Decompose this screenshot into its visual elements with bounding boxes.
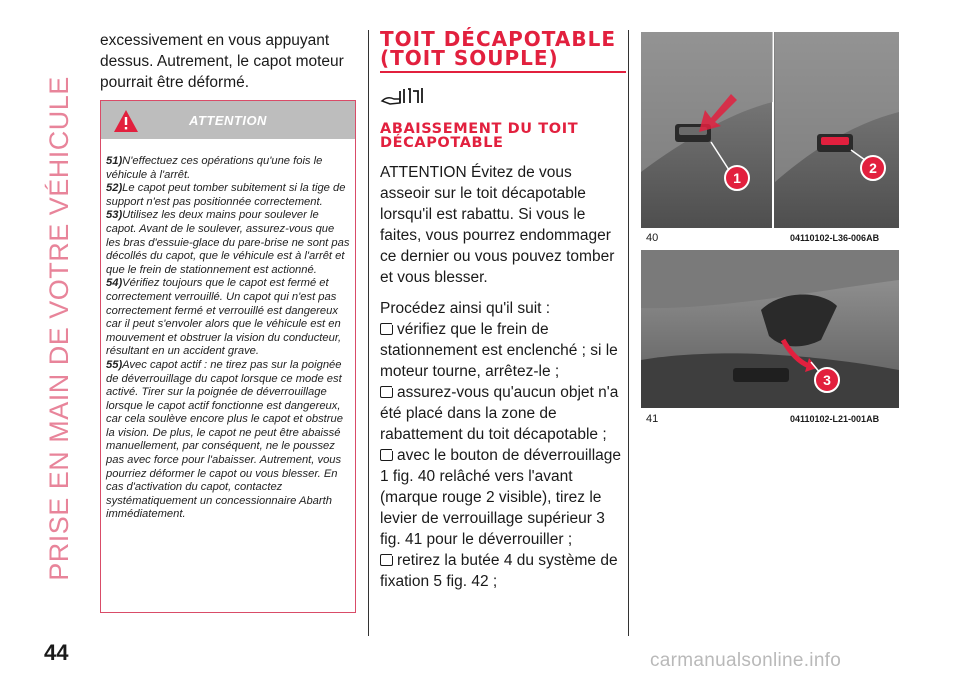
figure-40-callout: 2 bbox=[869, 160, 877, 176]
side-section-title-text: PRISE EN MAIN DE VOTRE VÉHICULE bbox=[43, 75, 74, 581]
warning-item-text: Vérifiez toujours que le capot est fermé et correctement verrouillé. Un capot qui n'est pas correctement fermé et verrouillé est dangereux car il peut s'envoler alors que le véhicule est en mouvement et obstruer la vision du conducteur, résultant en un accident grave. bbox=[106, 277, 342, 358]
step-item bbox=[380, 550, 624, 592]
figure-41-code: 04110102-L21-001AB bbox=[790, 414, 880, 424]
warning-item-text: Le capot peut tomber subitement si la tige de support n'est pas positionnée correctement. bbox=[106, 182, 346, 208]
step-text: vérifiez que le frein de stationnement est enclenché ; si le moteur tourne, arrêtez-le ; bbox=[380, 321, 618, 380]
checkbox-icon bbox=[380, 449, 393, 461]
column-left bbox=[100, 30, 356, 93]
figure-40-illustration bbox=[641, 32, 899, 228]
warning-item-text: N'effectuez ces opérations qu'une fois le véhicule à l'arrêt. bbox=[106, 155, 323, 181]
step-text: assurez-vous qu'aucun objet n'a été placé dans la zone de rabattement du toit décapotable ; bbox=[380, 384, 619, 443]
step-item bbox=[380, 445, 624, 550]
warning-item-text: Avec capot actif : ne tirez pas sur la poignée de déverrouillage du capot lorsque ce mode est activé. Tirer sur la poignée de déverrouillage lorsque le capot actif fonctionne est dangereux, car cela soulève encore plus le capot et obstrue la vision. De plus, le capot ne peut être abaissé manuellement, par conséquent, ne le poussez pas avec force pour l'abaisser. Autrement, vous pourriez déformer le capot ou vous blesser. En cas d'activation du capot, contactez systématiquement un concessionnaire Abarth immédiatement. bbox=[106, 358, 343, 521]
section-heading-line-2: (TOIT SOUPLE) bbox=[380, 46, 559, 70]
hand-pointer-icon bbox=[380, 85, 426, 109]
warning-item bbox=[106, 182, 350, 209]
warning-item bbox=[106, 359, 350, 522]
warning-item-text: Utilisez les deux mains pour soulever le capot. Avant de le soulever, assurez-vous que les bras d'essuie-glace du pare-brise ne sont pas décollés du capot, que le véhicule est à l'arrêt et que le frein de stationnement est actionné. bbox=[106, 209, 350, 276]
step-item bbox=[380, 382, 624, 445]
step-text: retirez la butée 4 du système de fixation 5 fig. 42 ; bbox=[380, 552, 618, 590]
intro-line-1: excessivement en vous appuyant bbox=[100, 32, 330, 49]
subheading bbox=[380, 122, 624, 150]
warning-triangle-icon bbox=[113, 109, 139, 133]
checkbox-icon bbox=[380, 386, 393, 398]
side-section-title bbox=[34, 28, 84, 628]
warning-item-number: 53) bbox=[106, 209, 123, 222]
checkbox-icon bbox=[380, 554, 393, 566]
column-divider bbox=[628, 30, 629, 636]
section-heading bbox=[380, 27, 624, 70]
intro-line-3: pourrait être déformé. bbox=[100, 74, 250, 91]
warning-item-number: 55) bbox=[106, 358, 123, 371]
warning-title: ATTENTION bbox=[189, 112, 267, 128]
step-text: avec le bouton de déverrouillage 1 fig. 40 relâché vers l'avant (marque rouge 2 visible), tirez le levier de verrouillage supérieur 3 fig. 41 pour le déverrouiller ; bbox=[380, 447, 622, 548]
warning-item-number: 51) bbox=[106, 155, 123, 167]
intro-line-2: dessus. Autrement, le capot moteur bbox=[100, 53, 344, 70]
warning-box bbox=[100, 100, 356, 613]
checkbox-icon bbox=[380, 323, 393, 335]
warning-item bbox=[106, 155, 350, 182]
figure-41-number: 41 bbox=[646, 413, 659, 425]
subheading-line-1: ABAISSEMENT DU TOIT bbox=[380, 121, 579, 137]
warning-item bbox=[106, 277, 350, 359]
subheading-line-2: DÉCAPOTABLE bbox=[380, 135, 504, 151]
paragraph-procedure: Procédez ainsi qu'il suit : bbox=[380, 300, 551, 317]
figure-40-code: 04110102-L36-006AB bbox=[790, 233, 880, 243]
heading-underline bbox=[380, 71, 626, 73]
warning-item bbox=[106, 209, 350, 277]
paragraph-attention: ATTENTION Évitez de vous asseoir sur le toit décapotable lorsqu'il est rabattu. Si vous le faites, vous pourrez endommager ce dernier ou vous pouvez tomber et vous blesser. bbox=[380, 164, 615, 286]
figure-41-illustration bbox=[641, 250, 899, 408]
warning-item-number: 52) bbox=[106, 182, 123, 195]
figure-41-callout: 3 bbox=[823, 372, 831, 388]
warning-item-number: 54) bbox=[106, 277, 123, 290]
figure-40-number: 40 bbox=[646, 232, 659, 244]
column-divider bbox=[368, 30, 369, 636]
step-item bbox=[380, 319, 624, 382]
figure-40-callout: 1 bbox=[733, 170, 741, 186]
warning-body bbox=[101, 139, 355, 522]
section-heading-line-1: TOIT DÉCAPOTABLE bbox=[380, 27, 616, 51]
watermark-text: carmanualsonline.info bbox=[650, 650, 842, 671]
figure-40-image bbox=[641, 32, 899, 228]
column-middle bbox=[380, 27, 624, 592]
page-number: 44 bbox=[44, 640, 69, 665]
warning-header bbox=[101, 101, 355, 139]
figure-41-image bbox=[641, 250, 899, 408]
